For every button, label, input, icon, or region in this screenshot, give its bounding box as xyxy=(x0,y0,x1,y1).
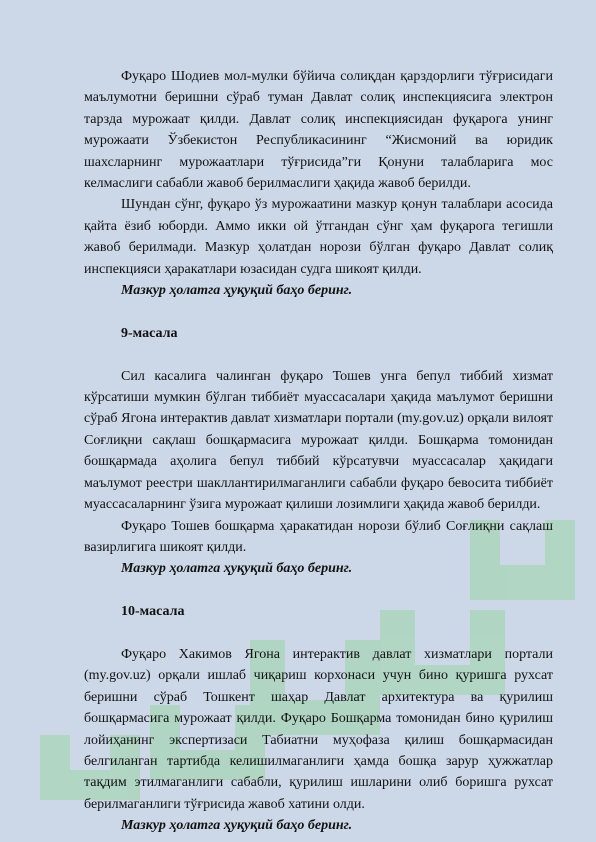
paragraph: Фуқаро Тошев бошқарма ҳаракатидан норози бўлиб Соғлиқни сақлаш вазирлигига шикоят қилди. xyxy=(84,518,553,555)
paragraph: Шундан сўнг, фуқаро ўз мурожаатини мазкур қонун талаблари асосида қайта ёзиб юборди. Аммо икки ой ўтгандан сўнг ҳам фуқарога тегишли жавоб берилмади. Мазкур ҳолатдан норози бўлган фуқаро Давлат солиқ инспекцияси ҳаракатлари юзасидан судга шикоят қилди. xyxy=(84,197,553,277)
paragraph: Фуқаро Шодиев мол-мулки бўйича солиқдан қарздорлиги тўғрисидаги маълумотни беришни сўраб туман Давлат солиқ инспекциясига электрон тарзда мурожаат қилди. Давлат солиқ инспекциясидан фуқарога унинг мурожаати Ўзбекистон Республикасининг “Жисмоний ва юридик шахсларнинг мурожаатлари тўғрисида”ги Қонуни талабларига мос келмаслиги сабабли жавоб берилмаслиги ҳақида жавоб берилди. xyxy=(84,69,553,192)
blank-line xyxy=(84,344,553,365)
blank-line xyxy=(84,580,553,601)
problem-heading: 10-масала xyxy=(121,604,185,620)
task-instruction: Мазкур ҳолатга ҳуқуқий баҳо беринг. xyxy=(121,283,353,299)
blank-line xyxy=(84,623,553,644)
paragraph: Фуқаро Хакимов Ягона интерактив давлат хизматлари портали (my.gov.uz) орқали ишлаб чиқариш корхонаси учун бино қуришга рухсат беришни сўраб Тошкент шаҳар Давлат архитектура ва қурилиш бошқармасига мурожаат қилди. Фуқаро Бошқарма томонидан бино қурилиш лойиҳанинг экспертизаси Табиатни муҳофаза қилиш бошқармасидан белгиланган тартибда келишилмаганлиги ҳамда бошқа зарур ҳужжатлар тақдим этилмаганлиги сабабли, қурилиш ишларини олиб боришга рухсат берилмаганлиги тўғрисида жавоб хатини олди. xyxy=(84,646,553,812)
paragraph: Сил касалига чалинган фуқаро Тошев унга бепул тиббий хизмат кўрсатиши мумкин бўлган тиббиёт муассасалари ҳақида маълумот беришни сўраб Ягона интерактив давлат хизматлари портали (my.gov.uz) орқали вилоят Соғлиқни сақлаш бошқармасига мурожаат қилди. Бошқарма томонидан бошқармада аҳолига бепул тиббий кўрсатувчи муассасалар ҳақидаги маълумот реестри шакллантирилмаганлиги сабабли фуқаро бевосита тиббиёт муассасаларнинг ўзига мурожаат қилиши лозимлиги ҳақида жавоб берилди. xyxy=(84,368,553,513)
document-body xyxy=(84,66,553,837)
task-instruction: Мазкур ҳолатга ҳуқуқий баҳо беринг. xyxy=(121,818,353,834)
problem-heading: 9-масала xyxy=(121,325,178,341)
blank-line xyxy=(84,301,553,322)
task-instruction: Мазкур ҳолатга ҳуқуқий баҳо беринг. xyxy=(121,561,353,577)
